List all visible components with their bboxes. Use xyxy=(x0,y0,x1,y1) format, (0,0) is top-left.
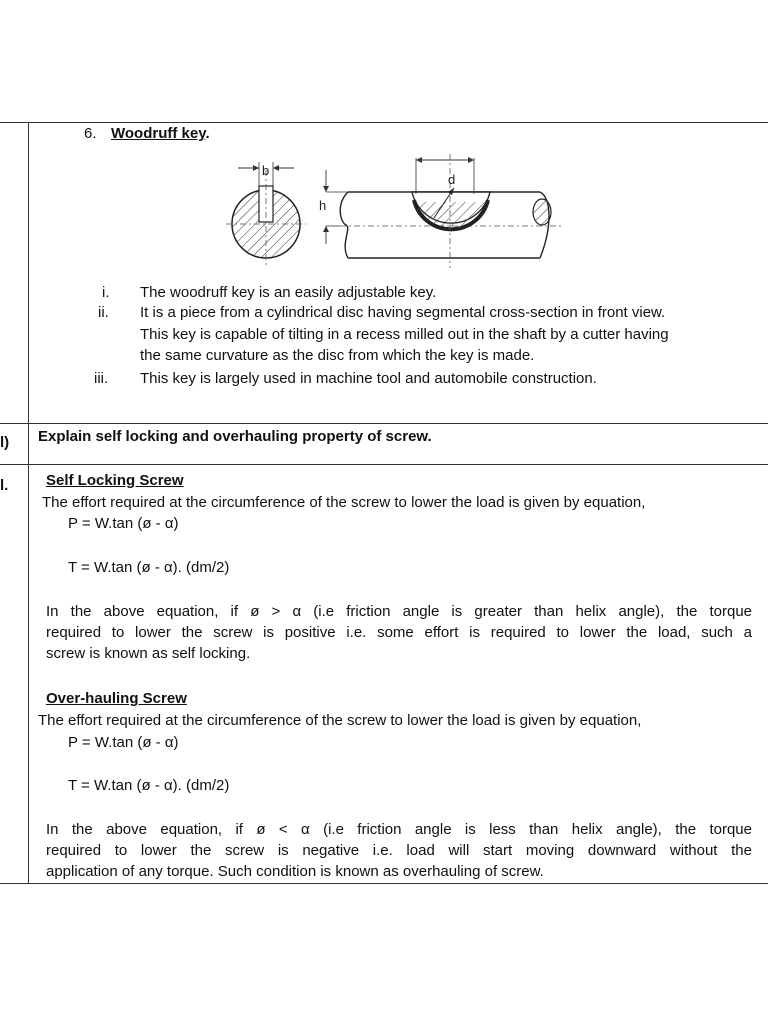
self-locking-para-line-2: required to lower the screw is positive i.e. some effort is required to lower the load, such a xyxy=(46,624,752,641)
row-divider-1 xyxy=(0,423,768,424)
woodruff-key-figure xyxy=(222,148,562,268)
overhauling-eq-t: T = W.tan (ø - α). (dm/2) xyxy=(68,777,230,794)
table-bottom-border xyxy=(0,883,768,884)
overhauling-intro: The effort required at the circumference of the screw to lower the load is given by equation, xyxy=(38,712,642,729)
point-iii-text: This key is largely used in machine tool and automobile construction. xyxy=(140,370,597,387)
column-divider xyxy=(28,122,29,884)
point-iii-numeral: iii. xyxy=(94,370,109,387)
question-text: Explain self locking and overhauling property of screw. xyxy=(38,428,432,445)
section-title xyxy=(111,123,210,144)
dimension-label-d: d xyxy=(448,172,456,187)
point-ii-numeral: ii. xyxy=(98,304,109,321)
overhauling-para-line-2: required to lower the screw is negative i.e. load will start moving downward without the xyxy=(46,842,752,859)
overhauling-eq-p: P = W.tan (ø - α) xyxy=(68,734,179,751)
self-locking-para-line-1: In the above equation, if ø > α (i.e friction angle is greater than helix angle), the torque xyxy=(46,603,752,620)
shaft-end-view xyxy=(226,162,306,268)
self-locking-para-line-3: screw is known as self locking. xyxy=(46,645,251,662)
section-title-text: Woodruff key xyxy=(111,125,206,142)
section-number: 6. xyxy=(84,125,97,142)
self-locking-paragraph xyxy=(46,601,752,664)
point-i-numeral: i. xyxy=(102,284,110,301)
point-ii-line-1: It is a piece from a cylindrical disc having segmental cross-section in front view. xyxy=(140,304,666,321)
shaft-side-view xyxy=(319,154,562,268)
section-title-punct: . xyxy=(205,125,210,142)
self-locking-eq-p: P = W.tan (ø - α) xyxy=(68,515,179,532)
self-locking-intro: The effort required at the circumference of the screw to lower the load is given by equation, xyxy=(42,494,646,511)
overhauling-heading: Over-hauling Screw xyxy=(46,690,187,707)
dimension-label-h: h xyxy=(319,198,327,213)
dimension-label-b: b xyxy=(262,163,270,178)
overhauling-para-line-3: application of any torque. Such condition is known as overhauling of screw. xyxy=(46,863,544,880)
question-left-cell: l) xyxy=(0,434,10,451)
point-ii-line-2: This key is capable of tilting in a recess milled out in the shaft by a cutter having xyxy=(140,326,669,343)
answer-left-cell: l. xyxy=(0,477,9,494)
overhauling-paragraph xyxy=(46,819,752,882)
point-i-text: The woodruff key is an easily adjustable key. xyxy=(140,284,437,301)
self-locking-eq-t: T = W.tan (ø - α). (dm/2) xyxy=(68,559,230,576)
self-locking-heading: Self Locking Screw xyxy=(46,472,184,489)
overhauling-para-line-1: In the above equation, if ø < α (i.e friction angle is less than helix angle), the torque xyxy=(46,821,752,838)
point-ii-line-3: the same curvature as the disc from which the key is made. xyxy=(140,347,535,364)
row-divider-2 xyxy=(0,464,768,465)
